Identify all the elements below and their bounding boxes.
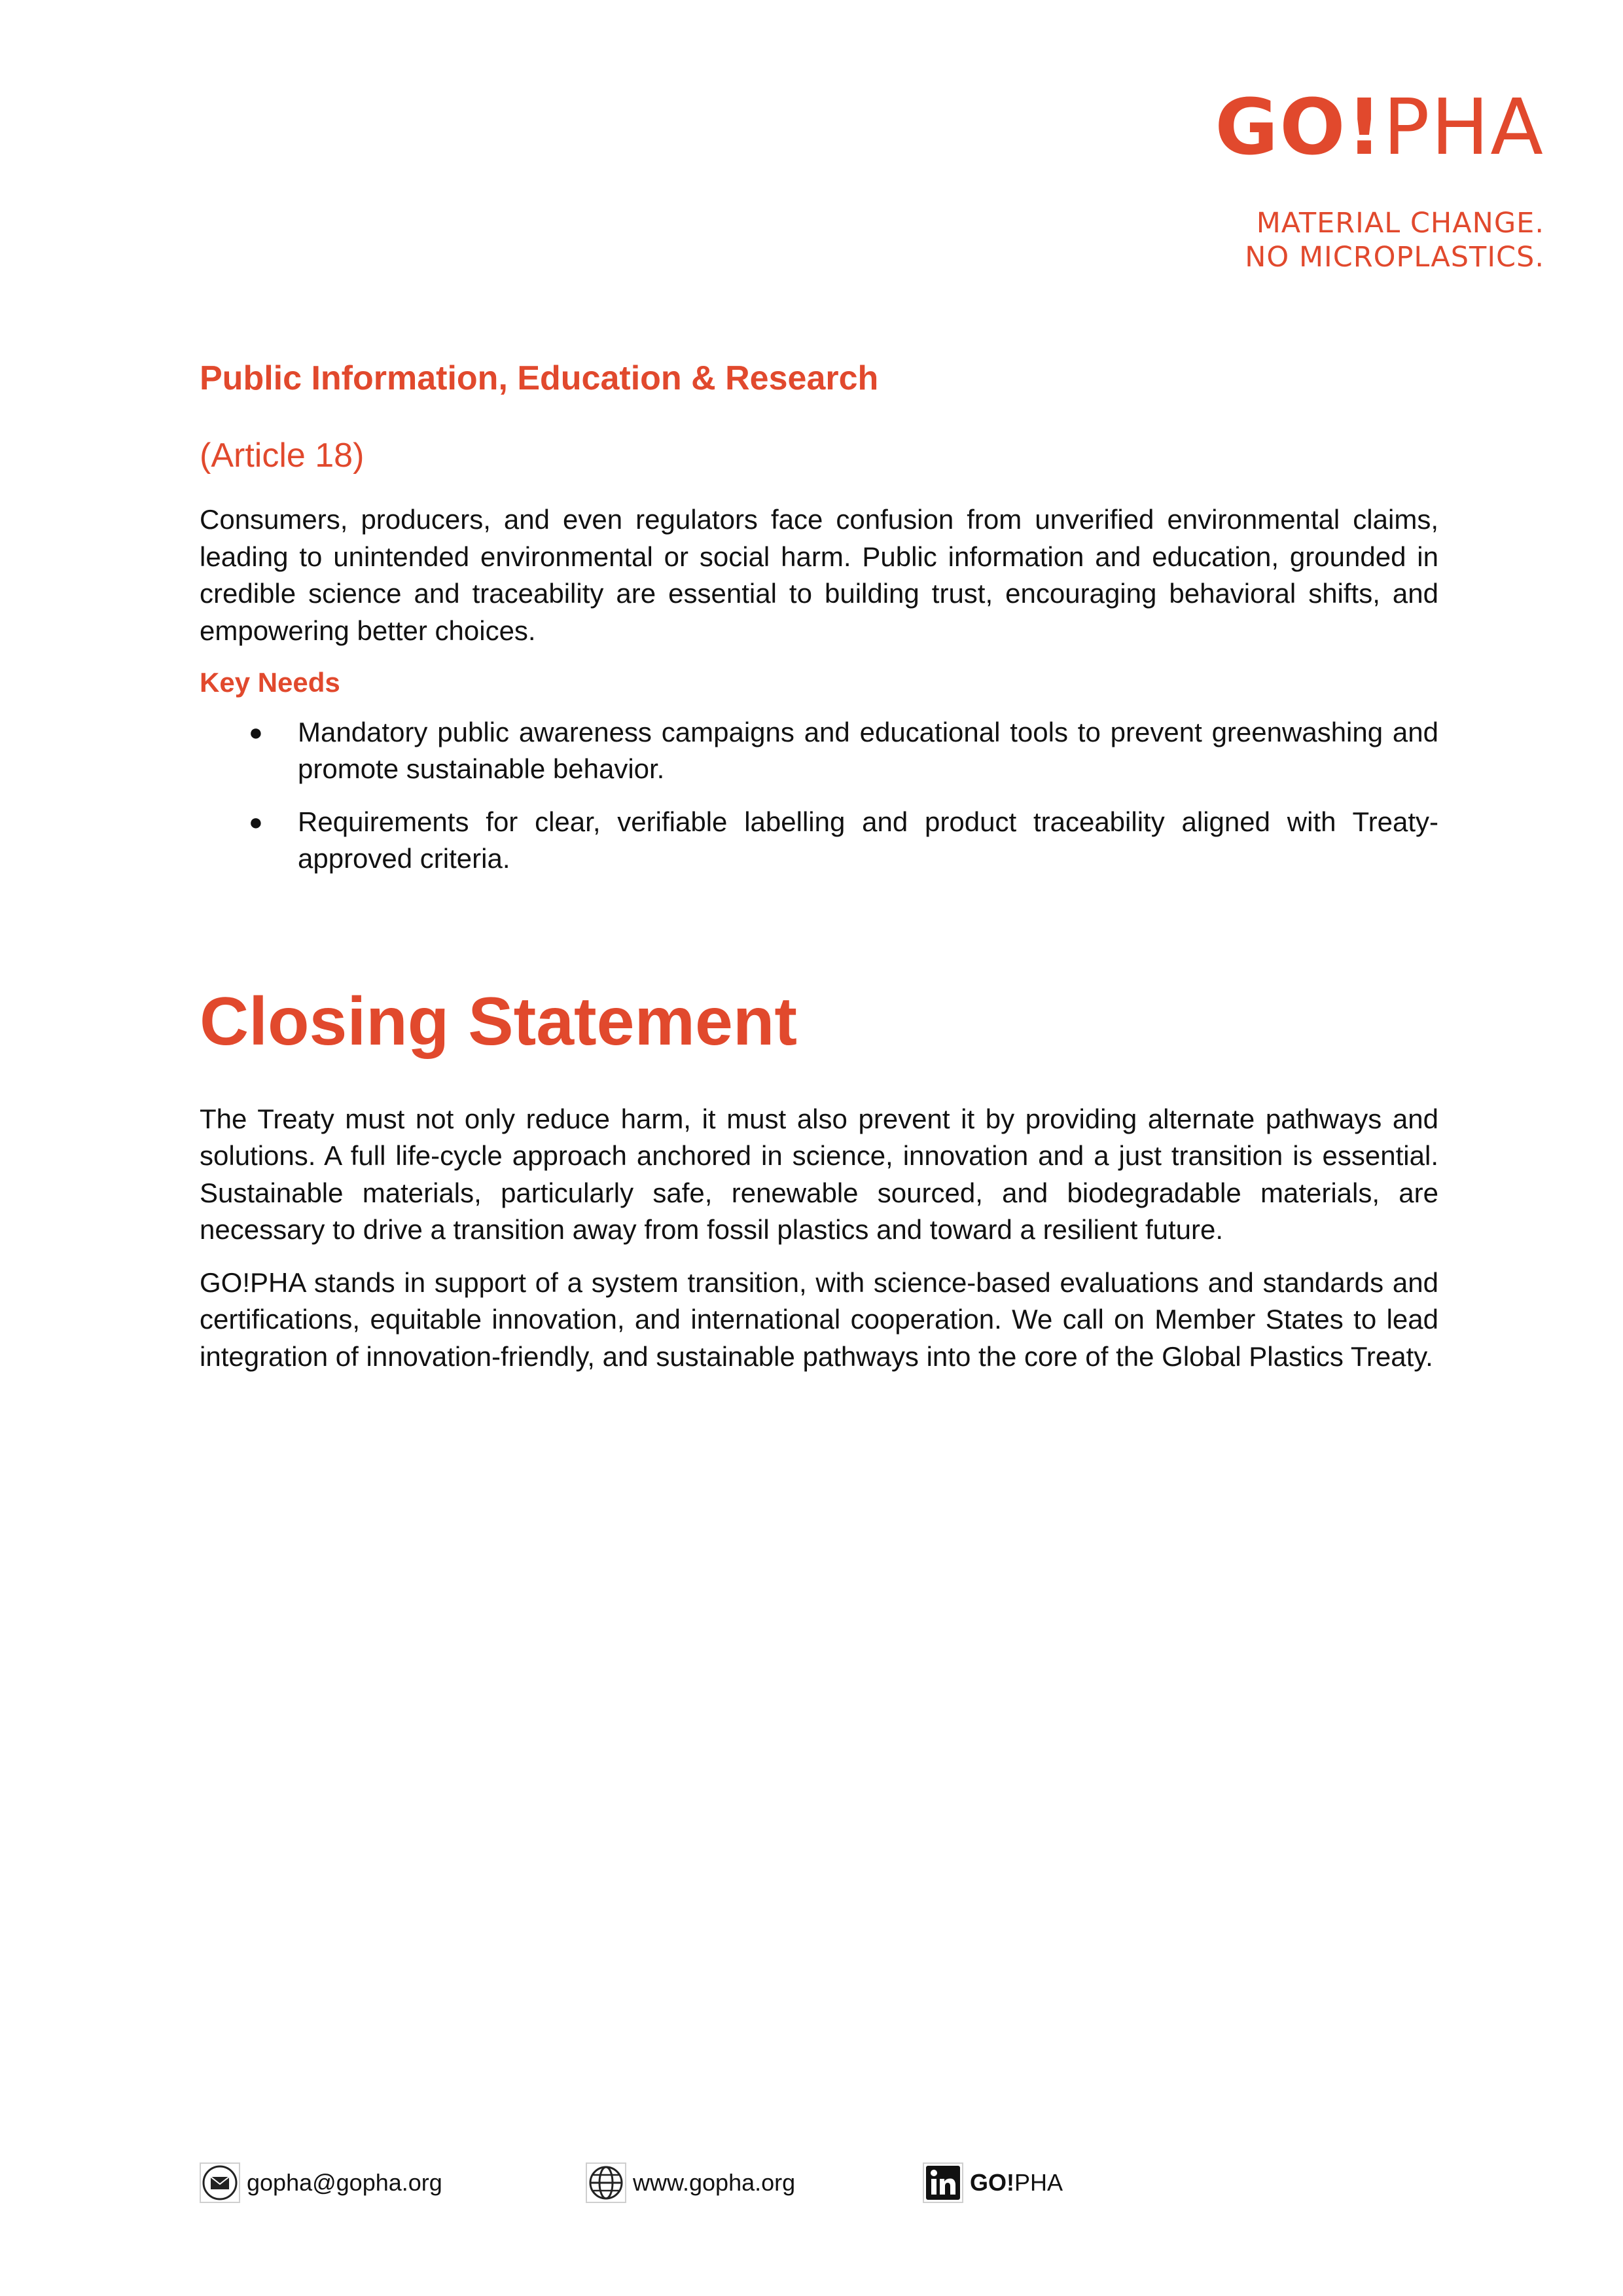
footer-linkedin[interactable] (923, 2162, 1063, 2204)
list-item-text: Mandatory public awareness campaigns and educational tools to prevent greenwashing and promote sustainable behavior. (298, 716, 1438, 785)
footer-website[interactable] (586, 2162, 795, 2204)
tagline-line-2: NO MICROPLASTICS. (1245, 241, 1544, 274)
logo-light-part: PHA (1383, 82, 1544, 172)
document-body (200, 357, 1438, 1375)
linkedin-label[interactable] (970, 2169, 1063, 2197)
globe-icon (586, 2162, 626, 2203)
envelope-icon (200, 2162, 240, 2203)
bullet-icon: ● (249, 718, 263, 745)
website-link[interactable]: www.gopha.org (633, 2169, 796, 2196)
article-reference: (Article 18) (200, 436, 365, 475)
closing-paragraph-2: GO!PHA stands in support of a system transition, with science-based evaluations and standards and certifications, equitable innovation, and international cooperation. We call on Member States to lead integration of innovation-friendly, and sustainable pathways into the core of the Global Plastics Treaty. (200, 1266, 1438, 1372)
tagline (1215, 206, 1544, 274)
brand-block (1215, 82, 1544, 274)
key-needs-list (200, 714, 1438, 878)
section-paragraph: Consumers, producers, and even regulators face confusion from unverified environmental claims, leading to unintended environmental or social harm. Public information and education, grounded in credible science and traceability are essential to building trust, encouraging behavioral shifts, and empowering better choices. (200, 504, 1438, 646)
linkedin-label-bold: GO! (970, 2169, 1014, 2196)
email-link[interactable]: gopha@gopha.org (247, 2169, 442, 2196)
list-item-text: Requirements for clear, verifiable labelling and product traceability aligned with Treaty-approved criteria. (298, 806, 1438, 874)
list-item (200, 804, 1438, 878)
linkedin-label-rest: PHA (1014, 2169, 1063, 2196)
footer-email[interactable] (200, 2162, 442, 2204)
linkedin-icon (923, 2162, 963, 2203)
footer (200, 2162, 1438, 2208)
section-title: Public Information, Education & Research (200, 359, 879, 397)
closing-paragraph-1: The Treaty must not only reduce harm, it must also prevent it by providing alternate pathways and solutions. A full life-cycle approach anchored in science, innovation and a just transition is essential. Sustainable materials, particularly safe, renewable sourced, and biodegradable materials, are necessary to drive a transition away from fossil plastics and toward a resilient future. (200, 1103, 1438, 1246)
gopha-logo (1215, 82, 1544, 172)
tagline-line-1: MATERIAL CHANGE. (1256, 207, 1544, 240)
bullet-icon: ● (249, 808, 263, 835)
list-item (200, 714, 1438, 788)
key-needs-heading: Key Needs (200, 667, 340, 698)
closing-title: Closing Statement (200, 983, 797, 1060)
logo-bold-part: GO! (1215, 82, 1383, 172)
